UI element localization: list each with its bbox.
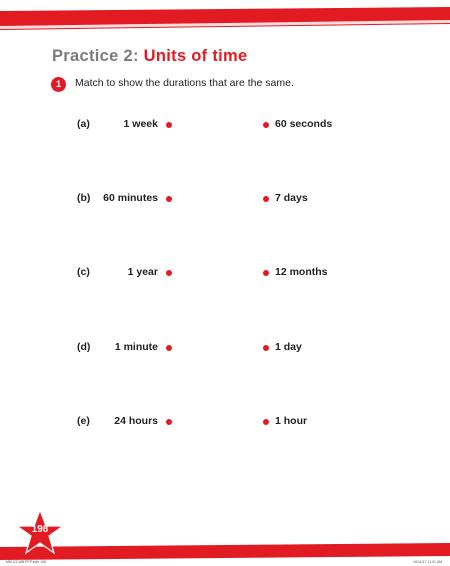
footer-banner bbox=[0, 532, 450, 562]
right-duration: 12 months bbox=[275, 266, 328, 278]
match-row bbox=[0, 266, 450, 282]
page-title bbox=[52, 47, 248, 66]
match-row bbox=[0, 341, 450, 357]
row-letter: (d) bbox=[77, 341, 91, 353]
match-row bbox=[0, 192, 450, 208]
left-match-dot[interactable] bbox=[166, 270, 172, 276]
right-duration: 1 hour bbox=[275, 415, 308, 427]
right-duration: 7 days bbox=[275, 192, 308, 204]
match-row bbox=[0, 118, 450, 134]
left-match-dot[interactable] bbox=[166, 122, 172, 128]
print-info-left: MM G3 WB PPP.indb 198 bbox=[6, 560, 47, 564]
header-banner bbox=[0, 0, 450, 34]
title-prefix: Practice 2: bbox=[52, 47, 139, 65]
page-number: 198 bbox=[31, 524, 49, 535]
question-number-badge: 1 bbox=[51, 77, 66, 92]
title-topic: Units of time bbox=[143, 47, 248, 65]
left-match-dot[interactable] bbox=[166, 196, 172, 202]
right-match-dot[interactable] bbox=[263, 345, 269, 351]
left-duration: 1 minute bbox=[114, 341, 158, 353]
left-duration: 1 year bbox=[127, 266, 158, 278]
right-match-dot[interactable] bbox=[263, 270, 269, 276]
right-match-dot[interactable] bbox=[263, 122, 269, 128]
right-match-dot[interactable] bbox=[263, 196, 269, 202]
left-match-dot[interactable] bbox=[166, 345, 172, 351]
row-letter: (c) bbox=[77, 266, 90, 278]
left-duration: 24 hours bbox=[114, 415, 158, 427]
row-letter: (a) bbox=[77, 118, 90, 130]
left-duration: 60 minutes bbox=[103, 192, 158, 204]
left-match-dot[interactable] bbox=[166, 419, 172, 425]
question-instruction: Match to show the durations that are the same. bbox=[75, 77, 294, 89]
right-duration: 60 seconds bbox=[275, 118, 333, 130]
row-letter: (b) bbox=[77, 192, 91, 204]
row-letter: (e) bbox=[77, 415, 90, 427]
left-duration: 1 week bbox=[123, 118, 158, 130]
right-duration: 1 day bbox=[275, 341, 302, 353]
print-info-right: 19/11/17 11:01 AM bbox=[413, 560, 442, 564]
match-row bbox=[0, 415, 450, 431]
right-match-dot[interactable] bbox=[263, 419, 269, 425]
